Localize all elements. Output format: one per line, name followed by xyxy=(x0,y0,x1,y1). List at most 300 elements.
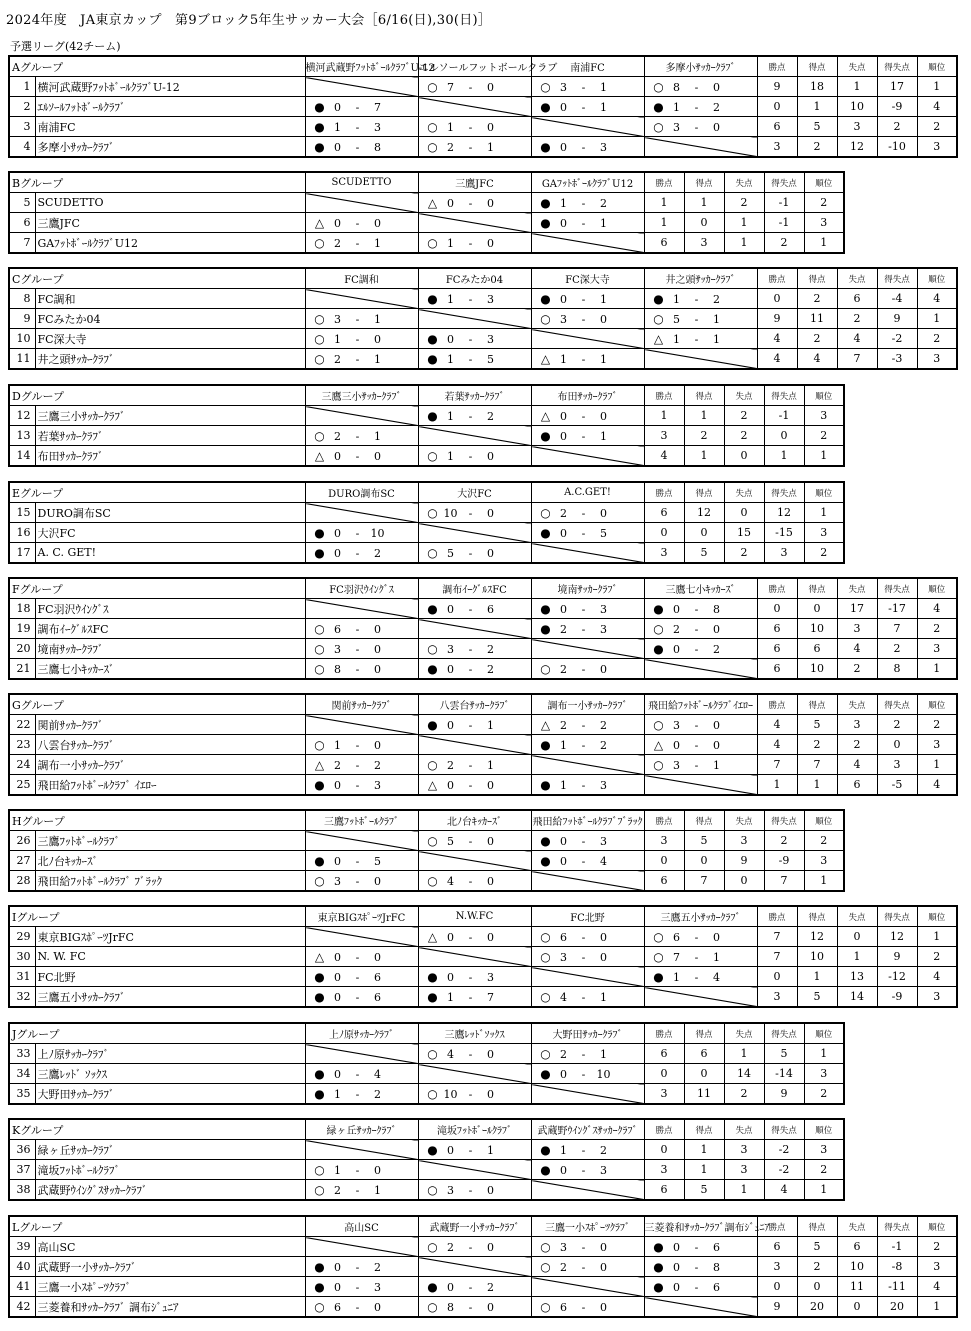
table-row xyxy=(9,831,844,851)
score-against: 2 xyxy=(713,292,721,306)
stat-header: 得点 xyxy=(684,482,724,503)
opponent-header: 井之頭ｻｯｶｰｸﾗﾌﾞ xyxy=(644,268,757,289)
team-number: 23 xyxy=(9,735,35,755)
self-match-cell xyxy=(531,755,644,775)
team-name: 滝坂ﾌｯﾄﾎﾞｰﾙｸﾗﾌﾞ xyxy=(35,1160,305,1180)
result-mark-icon: ● xyxy=(540,1142,551,1157)
score-separator: - xyxy=(581,950,586,964)
score-separator: - xyxy=(468,352,473,366)
result-mark-icon: ● xyxy=(427,408,438,423)
match-result xyxy=(418,503,531,523)
score-separator: - xyxy=(694,120,699,134)
result-mark-icon: ● xyxy=(540,99,551,114)
stat-header: 順位 xyxy=(917,578,957,599)
table-row xyxy=(9,1140,844,1160)
team-number: 4 xyxy=(9,137,35,158)
score-separator: - xyxy=(355,526,360,540)
stat-header: 順位 xyxy=(917,906,957,927)
group-table xyxy=(8,693,958,796)
score-against: 0 xyxy=(487,546,494,560)
score-against: 2 xyxy=(600,1143,607,1157)
table-row xyxy=(9,137,957,158)
stat-value: 3 xyxy=(917,137,957,158)
stat-value: 3 xyxy=(757,1257,797,1277)
opponent-header: 武蔵野一小ｻｯｶｰｸﾗﾌﾞ xyxy=(418,1216,531,1237)
match-result xyxy=(531,503,644,523)
stat-value: 0 xyxy=(757,967,797,987)
stat-value: 4 xyxy=(757,715,797,735)
team-name: DURO調布SC xyxy=(35,503,305,523)
stat-header: 失点 xyxy=(837,694,877,715)
match-result xyxy=(531,523,644,543)
stat-value: 6 xyxy=(644,503,684,523)
stat-value: 0 xyxy=(757,599,797,619)
match-result xyxy=(305,659,418,680)
result-mark-icon: ● xyxy=(427,601,438,616)
score-separator: - xyxy=(355,758,360,772)
team-number: 14 xyxy=(9,446,35,467)
stat-value: 4 xyxy=(837,639,877,659)
match-result xyxy=(418,117,531,137)
match-result xyxy=(531,619,644,639)
score-separator: - xyxy=(355,642,360,656)
match-result xyxy=(418,543,531,564)
table-row xyxy=(9,1237,957,1257)
self-match-cell xyxy=(305,1140,418,1160)
result-mark-icon: ○ xyxy=(540,989,551,1004)
score-against: 2 xyxy=(713,100,721,114)
match-result xyxy=(531,1064,644,1084)
stat-value: 6 xyxy=(684,1044,724,1064)
stat-header: 得点 xyxy=(797,694,837,715)
score-separator: - xyxy=(581,429,586,443)
score-separator: - xyxy=(468,642,473,656)
stat-header: 失点 xyxy=(724,1119,764,1140)
score-against: 4 xyxy=(713,970,720,984)
stat-value: 2 xyxy=(837,309,877,329)
stat-value: -1 xyxy=(764,213,804,233)
score-for: 0 xyxy=(334,1067,341,1081)
score-separator: - xyxy=(468,1183,473,1197)
stat-value: 7 xyxy=(764,871,804,892)
score-separator: - xyxy=(694,970,699,984)
score-against: 1 xyxy=(600,292,608,306)
match-result xyxy=(644,289,757,309)
stat-value: 4 xyxy=(757,735,797,755)
group-name: Gグループ xyxy=(9,694,305,715)
stat-value: 2 xyxy=(764,831,804,851)
team-number: 32 xyxy=(9,987,35,1008)
match-result xyxy=(305,1180,418,1201)
stat-value: 1 xyxy=(684,446,724,467)
score-for: 0 xyxy=(447,970,454,984)
result-mark-icon: ○ xyxy=(540,505,551,520)
match-result xyxy=(531,193,644,213)
score-against: 0 xyxy=(713,120,721,134)
score-against: 0 xyxy=(374,1163,381,1177)
match-result xyxy=(531,77,644,97)
result-mark-icon: ○ xyxy=(540,1239,551,1254)
opponent-header: 関前ｻｯｶｰｸﾗﾌﾞ xyxy=(305,694,418,715)
stat-value: 0 xyxy=(757,289,797,309)
score-separator: - xyxy=(468,196,473,210)
result-mark-icon: △ xyxy=(314,215,325,230)
stat-value: 3 xyxy=(917,1257,957,1277)
result-mark-icon: ○ xyxy=(427,1086,438,1101)
score-for: 0 xyxy=(334,449,342,463)
score-against: 0 xyxy=(600,1300,607,1314)
match-result xyxy=(418,137,531,158)
match-result xyxy=(418,715,531,735)
team-number: 29 xyxy=(9,927,35,947)
stat-value: 7 xyxy=(757,947,797,967)
stat-value: 6 xyxy=(757,659,797,680)
score-against: 0 xyxy=(600,950,607,964)
stat-header: 得失点 xyxy=(877,56,917,77)
score-separator: - xyxy=(581,100,586,114)
team-number: 15 xyxy=(9,503,35,523)
stat-value: 3 xyxy=(917,735,957,755)
opponent-header: SCUDETTO xyxy=(305,172,418,193)
score-separator: - xyxy=(468,718,473,732)
opponent-header: A.C.GET! xyxy=(531,482,644,503)
score-separator: - xyxy=(694,80,699,94)
match-result xyxy=(305,1297,418,1318)
score-against: 0 xyxy=(374,332,382,346)
team-number: 42 xyxy=(9,1297,35,1318)
match-result xyxy=(305,947,418,967)
match-result xyxy=(418,831,531,851)
match-result xyxy=(644,715,757,735)
team-name: 境南ｻｯｶｰｸﾗﾌﾞ xyxy=(35,639,305,659)
score-separator: - xyxy=(468,758,473,772)
stat-header: 得点 xyxy=(684,1119,724,1140)
stat-value: -2 xyxy=(764,1140,804,1160)
score-separator: - xyxy=(355,1067,360,1081)
stat-value: 18 xyxy=(797,77,837,97)
score-for: 1 xyxy=(673,332,681,346)
result-mark-icon: ○ xyxy=(427,1299,438,1314)
score-for: 2 xyxy=(334,429,342,443)
stat-header: 順位 xyxy=(917,268,957,289)
result-mark-icon: ○ xyxy=(540,949,551,964)
stat-value: 1 xyxy=(917,309,957,329)
team-number: 41 xyxy=(9,1277,35,1297)
score-for: 7 xyxy=(447,80,455,94)
score-for: 2 xyxy=(673,622,681,636)
score-against: 1 xyxy=(600,100,608,114)
score-separator: - xyxy=(468,778,473,792)
score-for: 10 xyxy=(443,1087,458,1101)
stat-value: 7 xyxy=(757,755,797,775)
match-result xyxy=(305,1084,418,1105)
stat-header: 順位 xyxy=(804,482,844,503)
stat-header: 勝点 xyxy=(644,810,684,831)
score-separator: - xyxy=(355,429,360,443)
team-number: 25 xyxy=(9,775,35,796)
match-result xyxy=(531,831,644,851)
team-name: ｴﾙｿｰﾙﾌｯﾄﾎﾞｰﾙｸﾗﾌﾞ xyxy=(35,97,305,117)
match-result xyxy=(531,97,644,117)
team-name: SCUDETTO xyxy=(35,193,305,213)
stat-value: 3 xyxy=(724,1140,764,1160)
stat-value: 1 xyxy=(837,77,877,97)
match-result xyxy=(531,927,644,947)
stat-header: 失点 xyxy=(837,268,877,289)
group-name: Iグループ xyxy=(9,906,305,927)
stat-value: 9 xyxy=(757,1297,797,1318)
stat-value: 12 xyxy=(684,503,724,523)
result-mark-icon: ● xyxy=(314,1086,325,1101)
result-mark-icon: ● xyxy=(314,853,325,868)
score-for: 3 xyxy=(560,950,567,964)
table-row xyxy=(9,543,844,564)
result-mark-icon: △ xyxy=(540,408,551,423)
table-row xyxy=(9,193,844,213)
stat-value: 9 xyxy=(877,309,917,329)
opponent-header: FC調和 xyxy=(305,268,418,289)
score-against: 2 xyxy=(374,546,381,560)
match-result xyxy=(305,117,418,137)
stat-header: 失点 xyxy=(724,172,764,193)
score-separator: - xyxy=(581,312,586,326)
self-match-cell xyxy=(531,117,644,137)
score-separator: - xyxy=(468,990,473,1004)
match-result xyxy=(305,1257,418,1277)
result-mark-icon: ● xyxy=(653,601,664,616)
score-separator: - xyxy=(355,100,360,114)
self-match-cell xyxy=(305,831,418,851)
result-mark-icon: ● xyxy=(314,1066,325,1081)
stat-value: 0 xyxy=(877,735,917,755)
stat-value: 1 xyxy=(724,213,764,233)
stat-header: 失点 xyxy=(837,1216,877,1237)
score-against: 1 xyxy=(374,236,381,250)
score-for: 0 xyxy=(560,100,568,114)
score-against: 0 xyxy=(487,834,494,848)
score-against: 4 xyxy=(600,854,607,868)
score-for: 0 xyxy=(673,602,681,616)
result-mark-icon: ● xyxy=(540,1066,551,1081)
score-for: 0 xyxy=(334,990,341,1004)
result-mark-icon: ○ xyxy=(314,311,325,326)
table-row xyxy=(9,349,957,370)
match-result xyxy=(418,1237,531,1257)
stat-value: 3 xyxy=(644,1160,684,1180)
stat-value: 0 xyxy=(684,851,724,871)
score-for: 2 xyxy=(334,758,342,772)
score-for: 2 xyxy=(560,622,568,636)
score-for: 4 xyxy=(447,874,454,888)
stat-header: 順位 xyxy=(917,1216,957,1237)
self-match-cell xyxy=(644,1297,757,1318)
stat-value: 1 xyxy=(804,233,844,254)
self-match-cell xyxy=(418,619,531,639)
match-result xyxy=(418,406,531,426)
result-mark-icon: ○ xyxy=(653,119,664,134)
score-separator: - xyxy=(694,642,699,656)
match-result xyxy=(418,1277,531,1297)
result-mark-icon: ○ xyxy=(540,1259,551,1274)
match-result xyxy=(531,213,644,233)
stat-value: 14 xyxy=(724,1064,764,1084)
score-separator: - xyxy=(581,292,586,306)
stat-value: 2 xyxy=(804,193,844,213)
team-name: 三鷹ﾚｯﾄﾞ ｿｯｸｽ xyxy=(35,1064,305,1084)
team-number: 10 xyxy=(9,329,35,349)
score-separator: - xyxy=(355,854,360,868)
result-mark-icon: ○ xyxy=(427,448,438,463)
stat-value: 0 xyxy=(757,97,797,117)
match-result xyxy=(418,871,531,892)
score-for: 0 xyxy=(447,662,455,676)
team-number: 35 xyxy=(9,1084,35,1105)
stat-header: 得点 xyxy=(684,385,724,406)
stat-header: 得点 xyxy=(797,906,837,927)
match-result xyxy=(531,1237,644,1257)
stat-value: 3 xyxy=(804,851,844,871)
score-against: 4 xyxy=(374,1067,381,1081)
score-separator: - xyxy=(581,526,586,540)
stat-value: 1 xyxy=(804,1044,844,1064)
score-against: 8 xyxy=(713,1260,720,1274)
score-against: 0 xyxy=(713,930,720,944)
opponent-header: 北ﾉ台ｷｯｶｰｽﾞ xyxy=(418,810,531,831)
stat-value: 4 xyxy=(837,755,877,775)
group-name: Lグループ xyxy=(9,1216,305,1237)
score-for: 6 xyxy=(334,1300,341,1314)
stat-value: 0 xyxy=(684,523,724,543)
stat-value: 2 xyxy=(797,289,837,309)
score-against: 0 xyxy=(600,1240,607,1254)
table-row xyxy=(9,117,957,137)
score-against: 2 xyxy=(487,662,495,676)
stat-value: 3 xyxy=(804,213,844,233)
score-against: 10 xyxy=(596,1067,611,1081)
score-against: 1 xyxy=(600,990,607,1004)
stat-value: 1 xyxy=(684,1160,724,1180)
score-for: 0 xyxy=(673,642,681,656)
group-name: Eグループ xyxy=(9,482,305,503)
score-separator: - xyxy=(694,718,699,732)
stat-value: 0 xyxy=(724,871,764,892)
score-against: 2 xyxy=(487,409,495,423)
score-separator: - xyxy=(694,602,699,616)
stat-value: 4 xyxy=(764,1180,804,1201)
stat-value: -17 xyxy=(877,599,917,619)
stat-value: 4 xyxy=(917,775,957,796)
group-table xyxy=(8,267,958,370)
stat-value: 4 xyxy=(757,329,797,349)
match-result xyxy=(305,446,418,467)
score-against: 0 xyxy=(487,449,495,463)
table-row xyxy=(9,289,957,309)
opponent-header: 調布ｲｰｸﾞﾙｽFC xyxy=(418,578,531,599)
stat-header: 得失点 xyxy=(764,1023,804,1044)
score-for: 0 xyxy=(447,602,455,616)
score-separator: - xyxy=(694,950,699,964)
result-mark-icon: ○ xyxy=(314,737,325,752)
stat-value: 2 xyxy=(804,1160,844,1180)
result-mark-icon: ● xyxy=(427,717,438,732)
result-mark-icon: ○ xyxy=(427,79,438,94)
stat-value: 20 xyxy=(877,1297,917,1318)
opponent-header: 南浦FC xyxy=(531,56,644,77)
stat-value: 2 xyxy=(837,735,877,755)
score-for: 0 xyxy=(334,216,341,230)
result-mark-icon: ● xyxy=(314,545,325,560)
stat-header: 得失点 xyxy=(877,694,917,715)
score-against: 2 xyxy=(487,1280,494,1294)
group-name: Fグループ xyxy=(9,578,305,599)
result-mark-icon: ○ xyxy=(314,351,325,366)
score-for: 2 xyxy=(560,506,567,520)
score-against: 0 xyxy=(374,216,381,230)
score-separator: - xyxy=(581,622,586,636)
self-match-cell xyxy=(531,233,644,254)
score-against: 0 xyxy=(487,1087,494,1101)
opponent-header: 飛田給ﾌｯﾄﾎﾞｰﾙｸﾗﾌﾞﾌﾞﾗｯｸ xyxy=(531,810,644,831)
score-for: 1 xyxy=(673,100,681,114)
match-result xyxy=(418,987,531,1008)
score-against: 0 xyxy=(713,738,721,752)
stat-value: 5 xyxy=(684,831,724,851)
self-match-cell xyxy=(418,947,531,967)
team-number: 3 xyxy=(9,117,35,137)
score-for: 6 xyxy=(560,1300,567,1314)
score-against: 0 xyxy=(487,930,494,944)
stat-value: 0 xyxy=(684,1064,724,1084)
result-mark-icon: ○ xyxy=(314,1299,325,1314)
score-for: 3 xyxy=(334,312,342,326)
result-mark-icon: ○ xyxy=(540,1046,551,1061)
match-result xyxy=(418,289,531,309)
team-number: 9 xyxy=(9,309,35,329)
team-number: 12 xyxy=(9,406,35,426)
table-row xyxy=(9,927,957,947)
stat-value: 2 xyxy=(724,406,764,426)
score-separator: - xyxy=(355,216,360,230)
stat-value: 17 xyxy=(877,77,917,97)
result-mark-icon: △ xyxy=(427,777,438,792)
table-row xyxy=(9,329,957,349)
score-separator: - xyxy=(468,449,473,463)
result-mark-icon: ○ xyxy=(540,1299,551,1314)
score-for: 0 xyxy=(560,526,567,540)
self-match-cell xyxy=(531,329,644,349)
score-against: 3 xyxy=(600,834,607,848)
stat-value: 6 xyxy=(644,1044,684,1064)
stat-header: 失点 xyxy=(724,385,764,406)
stat-value: 1 xyxy=(724,1180,764,1201)
stat-value: 9 xyxy=(877,947,917,967)
score-for: 2 xyxy=(334,236,341,250)
score-separator: - xyxy=(468,140,473,154)
team-number: 7 xyxy=(9,233,35,254)
score-separator: - xyxy=(355,662,360,676)
stat-value: 3 xyxy=(917,349,957,370)
score-separator: - xyxy=(355,1260,360,1274)
score-for: 0 xyxy=(673,738,681,752)
stat-value: 2 xyxy=(877,639,917,659)
score-for: 1 xyxy=(447,120,455,134)
stat-value: 6 xyxy=(837,289,877,309)
table-row xyxy=(9,1277,957,1297)
stat-value: 3 xyxy=(757,137,797,158)
stat-header: 順位 xyxy=(917,694,957,715)
score-against: 5 xyxy=(487,352,495,366)
stat-value: 10 xyxy=(797,619,837,639)
